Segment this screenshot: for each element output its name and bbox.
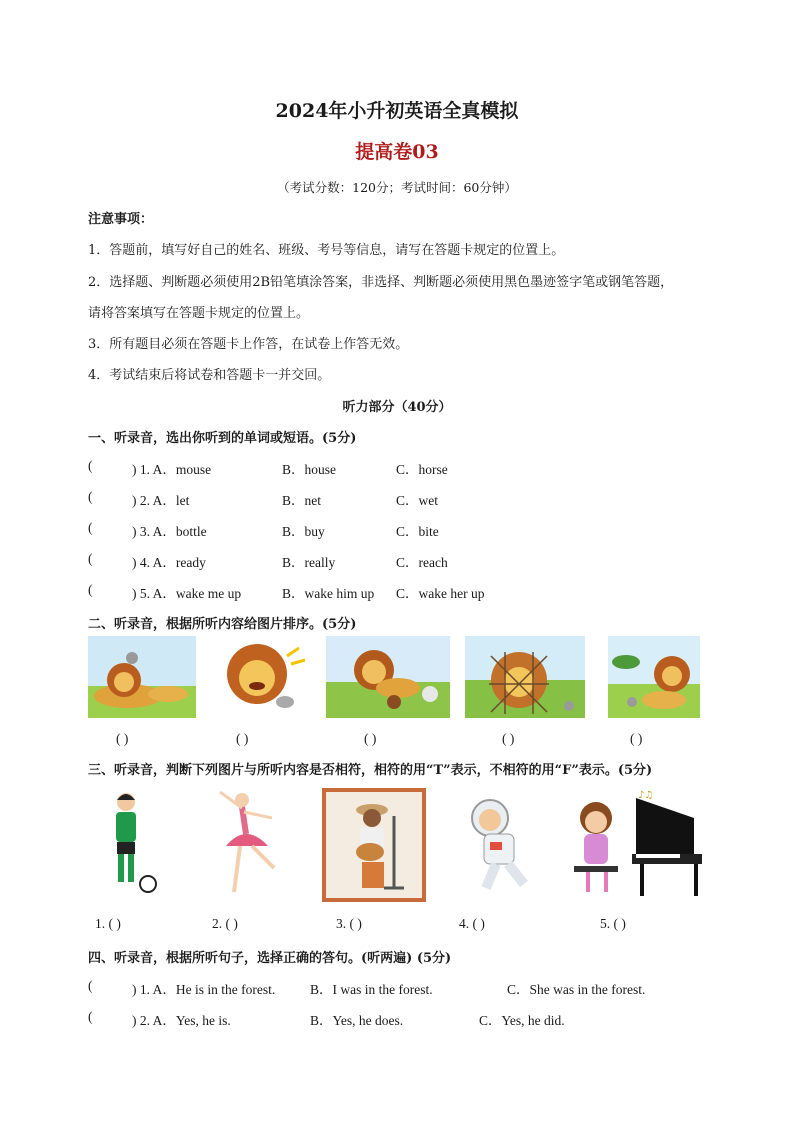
answer-paren[interactable]: ( — [88, 489, 93, 504]
order-blank[interactable]: ( ) — [364, 731, 377, 746]
question-option-c[interactable]: C．horse — [396, 462, 448, 477]
question-option-b[interactable]: B．Yes, he does. — [310, 1013, 404, 1028]
note-item: 2．选择题、判断题必须使用2B铅笔填涂答案，非选择、判断题必须使用黑色墨迹签字笔或钢笔答题， — [88, 275, 674, 290]
exam-info: （考试分数：120分；考试时间：60分钟） — [277, 180, 517, 195]
svg-text:♪♫: ♪♫ — [638, 790, 654, 801]
tf-blank[interactable]: 5. ( ) — [600, 916, 626, 931]
piano-girl-picture — [566, 788, 708, 900]
answer-paren[interactable]: ( — [88, 978, 93, 993]
question-option-a[interactable]: ) 2. A．Yes, he is. — [132, 1013, 231, 1028]
question-option-c[interactable]: C．She was in the forest. — [507, 982, 646, 997]
question-option-a[interactable]: ) 2. A．let — [132, 493, 190, 508]
section3-heading: 三、听录音，判断下列图片与所听内容是否相符，相符的用“T”表示，不相符的用“F”表示。(5分) — [88, 763, 653, 778]
lion-in-net-picture — [465, 636, 585, 718]
order-blank[interactable]: ( ) — [236, 731, 249, 746]
page-subtitle: 提高卷03 — [355, 141, 439, 163]
answer-paren[interactable]: ( — [88, 458, 93, 473]
section4-heading: 四、听录音，根据所听句子，选择正确的答句。(听两遍) (5分) — [88, 951, 452, 966]
question-option-c[interactable]: C．reach — [396, 555, 448, 570]
question-option-c[interactable]: C．wake her up — [396, 586, 485, 601]
notes-heading: 注意事项： — [88, 212, 154, 227]
tf-blank[interactable]: 2. ( ) — [212, 916, 238, 931]
question-option-b[interactable]: B．house — [282, 462, 336, 477]
question-option-a[interactable]: ) 5. A．wake me up — [132, 586, 242, 601]
lion-holding-mouse-picture — [215, 636, 307, 718]
lion-monkey-picture — [326, 636, 450, 718]
guitar-singer-picture — [322, 788, 426, 902]
question-option-b[interactable]: B．I was in the forest. — [310, 982, 433, 997]
order-blank[interactable]: ( ) — [630, 731, 643, 746]
question-option-a[interactable]: ) 3. A．bottle — [132, 524, 207, 539]
question-option-b[interactable]: B．really — [282, 555, 336, 570]
answer-paren[interactable]: ( — [88, 1009, 93, 1024]
answer-paren[interactable]: ( — [88, 582, 93, 597]
question-option-b[interactable]: B．buy — [282, 524, 325, 539]
order-blank[interactable]: ( ) — [116, 731, 129, 746]
note-item: 请将答案填写在答题卡规定的位置上。 — [88, 306, 310, 321]
question-option-a[interactable]: ) 1. A．mouse — [132, 462, 212, 477]
astronaut-picture — [460, 796, 542, 894]
answer-paren[interactable]: ( — [88, 520, 93, 535]
lion-sleeping-mouse-picture — [88, 636, 196, 718]
question-option-c[interactable]: C．wet — [396, 493, 438, 508]
question-option-a[interactable]: ) 1. A．He is in the forest. — [132, 982, 276, 997]
football-boy-picture — [100, 788, 162, 900]
answer-paren[interactable]: ( — [88, 551, 93, 566]
note-item: 4．考试结束后将试卷和答题卡一并交回。 — [88, 368, 331, 383]
ballet-dancer-picture — [212, 788, 282, 900]
note-item: 3．所有题目必须在答题卡上作答，在试卷上作答无效。 — [88, 337, 409, 352]
tf-blank[interactable]: 3. ( ) — [336, 916, 362, 931]
question-option-b[interactable]: B．net — [282, 493, 321, 508]
page-title: 2024年小升初英语全真模拟 — [275, 100, 519, 122]
tf-blank[interactable]: 1. ( ) — [95, 916, 121, 931]
question-option-c[interactable]: C．bite — [396, 524, 439, 539]
question-option-b[interactable]: B．wake him up — [282, 586, 375, 601]
tf-blank[interactable]: 4. ( ) — [459, 916, 485, 931]
order-blank[interactable]: ( ) — [502, 731, 515, 746]
lion-mouse-friends-picture — [608, 636, 700, 718]
section1-heading: 一、听录音，选出你听到的单词或短语。(5分) — [88, 431, 357, 446]
question-option-c[interactable]: C．Yes, he did. — [479, 1013, 565, 1028]
section2-heading: 二、听录音，根据所听内容给图片排序。(5分) — [88, 617, 357, 632]
note-item: 1．答题前，填写好自己的姓名、班级、考号等信息，请写在答题卡规定的位置上。 — [88, 243, 565, 258]
question-option-a[interactable]: ) 4. A．ready — [132, 555, 206, 570]
listening-part-heading: 听力部分（40分） — [342, 400, 452, 415]
